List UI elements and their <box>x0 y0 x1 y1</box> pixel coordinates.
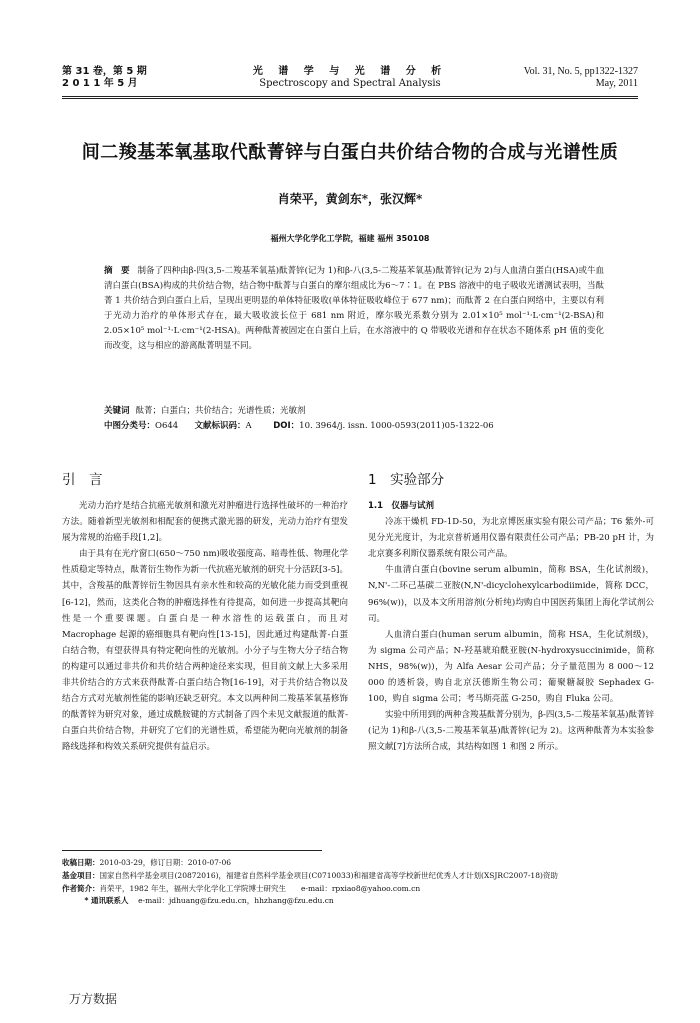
volume-pages <box>524 66 638 90</box>
author-bio-text: 肖荣平，1982 年生，福州大学化学化工学院博士研究生 e-mail：rpxiao8@yahoo.com.cn <box>99 883 421 893</box>
footnote-received <box>62 857 652 870</box>
doc-code-label: 文献标识码： <box>194 421 246 431</box>
journal-name-en: Spectroscopy and Spectral Analysis <box>259 78 441 89</box>
classification-line <box>104 419 624 434</box>
keywords <box>104 404 604 419</box>
intro-paragraph-2: 由于具有在光疗窗口(650～750 nm)吸收强度高、暗毒性低、物理化学性质稳定等特点，酞菁衍生物作为新一代抗癌光敏剂的研究十分活跃[3-5]。其中，含羧基的酞菁锌衍生物因具有亲水性和较高的光敏化能力而受到重视[6-12]，然而，这类化合物的肿瘤选择性有待提高，如何进一步提高其靶向性是一个重要课题。白蛋白是一种水溶性的运载蛋白，而且对 Macrophage 起源的癌细胞具有靶向性[13-15]，因此通过构建酞菁-白蛋白结合物，有望获得具有特定靶向性的光敏剂。小分子与生物大分子结合物的构建可以通过非共价和共价结合两种途径来实现，但目前文献上大多采用非共价结合的方式来获得酞菁-白蛋白结合物[16-19]，对于共价结合物以及结合方式对光敏剂性能的影响还缺乏研究。本文以两种间二羧基苯氧基修饰的酞菁锌为研究对象，通过成酰胺键的方式制备了四个未见文献报道的酞菁-白蛋白共价结合物，并研究了它们的光谱性质，希望能为靶向光敏剂的制备路线选择和构效关系研究提供有益启示。 <box>62 549 348 753</box>
date-line-en: May, 2011 <box>595 78 638 89</box>
clc-label: 中图分类号： <box>104 421 156 431</box>
left-column <box>62 498 348 756</box>
author-list: 肖荣平，黄剑东*，张汉辉* <box>277 192 423 206</box>
journal-name-cn: 光 谱 学 与 光 谱 分 析 <box>252 66 448 77</box>
fund-label: 基金项目： <box>62 870 100 880</box>
right-column <box>368 498 654 756</box>
footnotes <box>62 857 652 908</box>
footnote-rule <box>62 850 322 851</box>
running-header <box>62 66 638 96</box>
volume-line: 第 31 卷，第 5 期 <box>62 66 147 77</box>
paper-title: 间二羧基苯氧基取代酞菁锌与白蛋白共价结合物的合成与光谱性质 <box>81 142 619 163</box>
author-bio-label: 作者简介： <box>62 883 100 893</box>
pages-line: Vol. 31, No. 5, pp1322-1327 <box>523 66 638 77</box>
date-line-cn: 2 0 1 1 年 5 月 <box>62 78 138 89</box>
header-rule-1 <box>62 96 638 97</box>
doi-value: 10. 3964/j. issn. 1000-0593(2011)05-1322-06 <box>299 421 494 431</box>
footnote-contact <box>62 895 652 908</box>
keywords-text: 酞菁；白蛋白；共价结合；光谱性质；光敏剂 <box>135 406 306 416</box>
watermark: 万方数据 <box>69 992 118 1006</box>
abstract-label: 摘 要 <box>104 266 130 276</box>
abstract-text: 制备了四种由β-四(3,5-二羧基苯氧基)酞菁锌(记为 1)和β-八(3,5-二羧基苯氧基)酞菁锌(记为 2)与人血清白蛋白(HSA)或牛血清白蛋白(BSA)构成的共价结合物，结合物中酞菁与白蛋白的摩尔组成比为6～7∶1。在 PBS 溶液中的电子吸收光谱测试表明，当酞菁 1 共价结合到白蛋白上后，呈现出更明显的单体特征吸收(单体特征吸收峰位于 677 nm)；而酞菁 2 在白蛋白网络中，主要以有利于光动力治疗的单体形式存在，最大吸收波长位于 681 nm 附近，摩尔吸光系数分别为 2.01×10⁵ mol⁻¹·L·cm⁻¹(2-BSA)和 2.05×10⁵ mol⁻¹·L·cm⁻¹(2-HSA)。两种酞菁被固定在白蛋白上后，在水溶液中的 Q 带吸收光谱和存在状态不随体系 pH 值的变化而改变，这与相应的游离酞菁明显不同。 <box>104 266 604 351</box>
abstract <box>104 264 604 354</box>
intro-heading: 引 言 <box>62 472 103 488</box>
doc-code-value: A <box>245 421 252 431</box>
clc-value: O644 <box>155 421 179 431</box>
keywords-label: 关键词 <box>104 406 130 416</box>
experiment-heading: 1 实验部分 <box>368 472 445 488</box>
doi-label: DOI： <box>273 421 300 431</box>
experiment-paragraph-2: 牛血清白蛋白(bovine serum albumin，简称 BSA，生化试剂级)，N,N'-二环己基碳二亚胺(N,N'-dicyclohexylcarbodiimide，简称 DCC，96%(w))，以及本文所用溶剂(分析纯)均购自中国医药集团上海化学试剂公司。 <box>368 565 654 624</box>
intro-paragraph-1: 光动力治疗是结合抗癌光敏剂和激光对肿瘤进行选择性破坏的一种治疗方法。随着新型光敏剂和相配套的便携式激光器的研发，光动力治疗有望发展为常规的治癌手段[1,2]。 <box>62 501 348 544</box>
affiliation: 福州大学化学化工学院，福建 福州 350108 <box>270 234 430 243</box>
experiment-paragraph-1: 冷冻干燥机 FD-1D-50，为北京博医康实验有限公司产品；T6 紫外-可见分光光度计，为北京普析通用仪器有限责任公司产品；PB-20 pH 计，为北京赛多利斯仪器系统有限公司产品。 <box>368 517 654 560</box>
experiment-paragraph-4: 实验中所用到的两种含羧基酞菁分别为，β-四(3,5-二羧基苯氧基)酞菁锌(记为 1)和β-八(3,5-二羧基苯氧基)酞菁锌(记为 2)。这两种酞菁为本实验参照文献[7]方法所合成，其结构如图 1 和图 2 所示。 <box>368 710 654 753</box>
footnote-fund <box>62 870 652 883</box>
received-label: 收稿日期： <box>62 858 100 867</box>
experiment-paragraph-3: 人血清白蛋白(human serum albumin，简称 HSA，生化试剂级)，为 sigma 公司产品；N-羟基琥珀酰亚胺(N-hydroxysuccinimide，简称 NHS，98%(w))，为 Alfa Aesar 公司产品；分子量范围为 8 000～12 000 的透析袋，购自北京沃德斯生物公司；葡聚糖凝胶 Sephadex G-100，购自 sigma 公司；考马斯亮蓝 G-250，购自 Fluka 公司。 <box>368 629 654 705</box>
contact-label: * 通讯联系人 <box>84 896 129 906</box>
contact-text: e-mail：jdhuang@fzu.edu.cn，hhzhang@fzu.edu.cn <box>138 896 334 906</box>
header-rule-2 <box>62 98 638 99</box>
footnote-author <box>62 883 652 896</box>
fund-text: 国家自然科学基金项目(20872016)，福建省自然科学基金项目(C0710033)和福建省高等学校新世纪优秀人才计划(XSJRC2007-18)资助 <box>99 870 558 880</box>
subsection-heading: 1.1 仪器与试剂 <box>368 501 435 511</box>
received-text: 2010-03-29，修订日期：2010-07-06 <box>99 858 231 867</box>
